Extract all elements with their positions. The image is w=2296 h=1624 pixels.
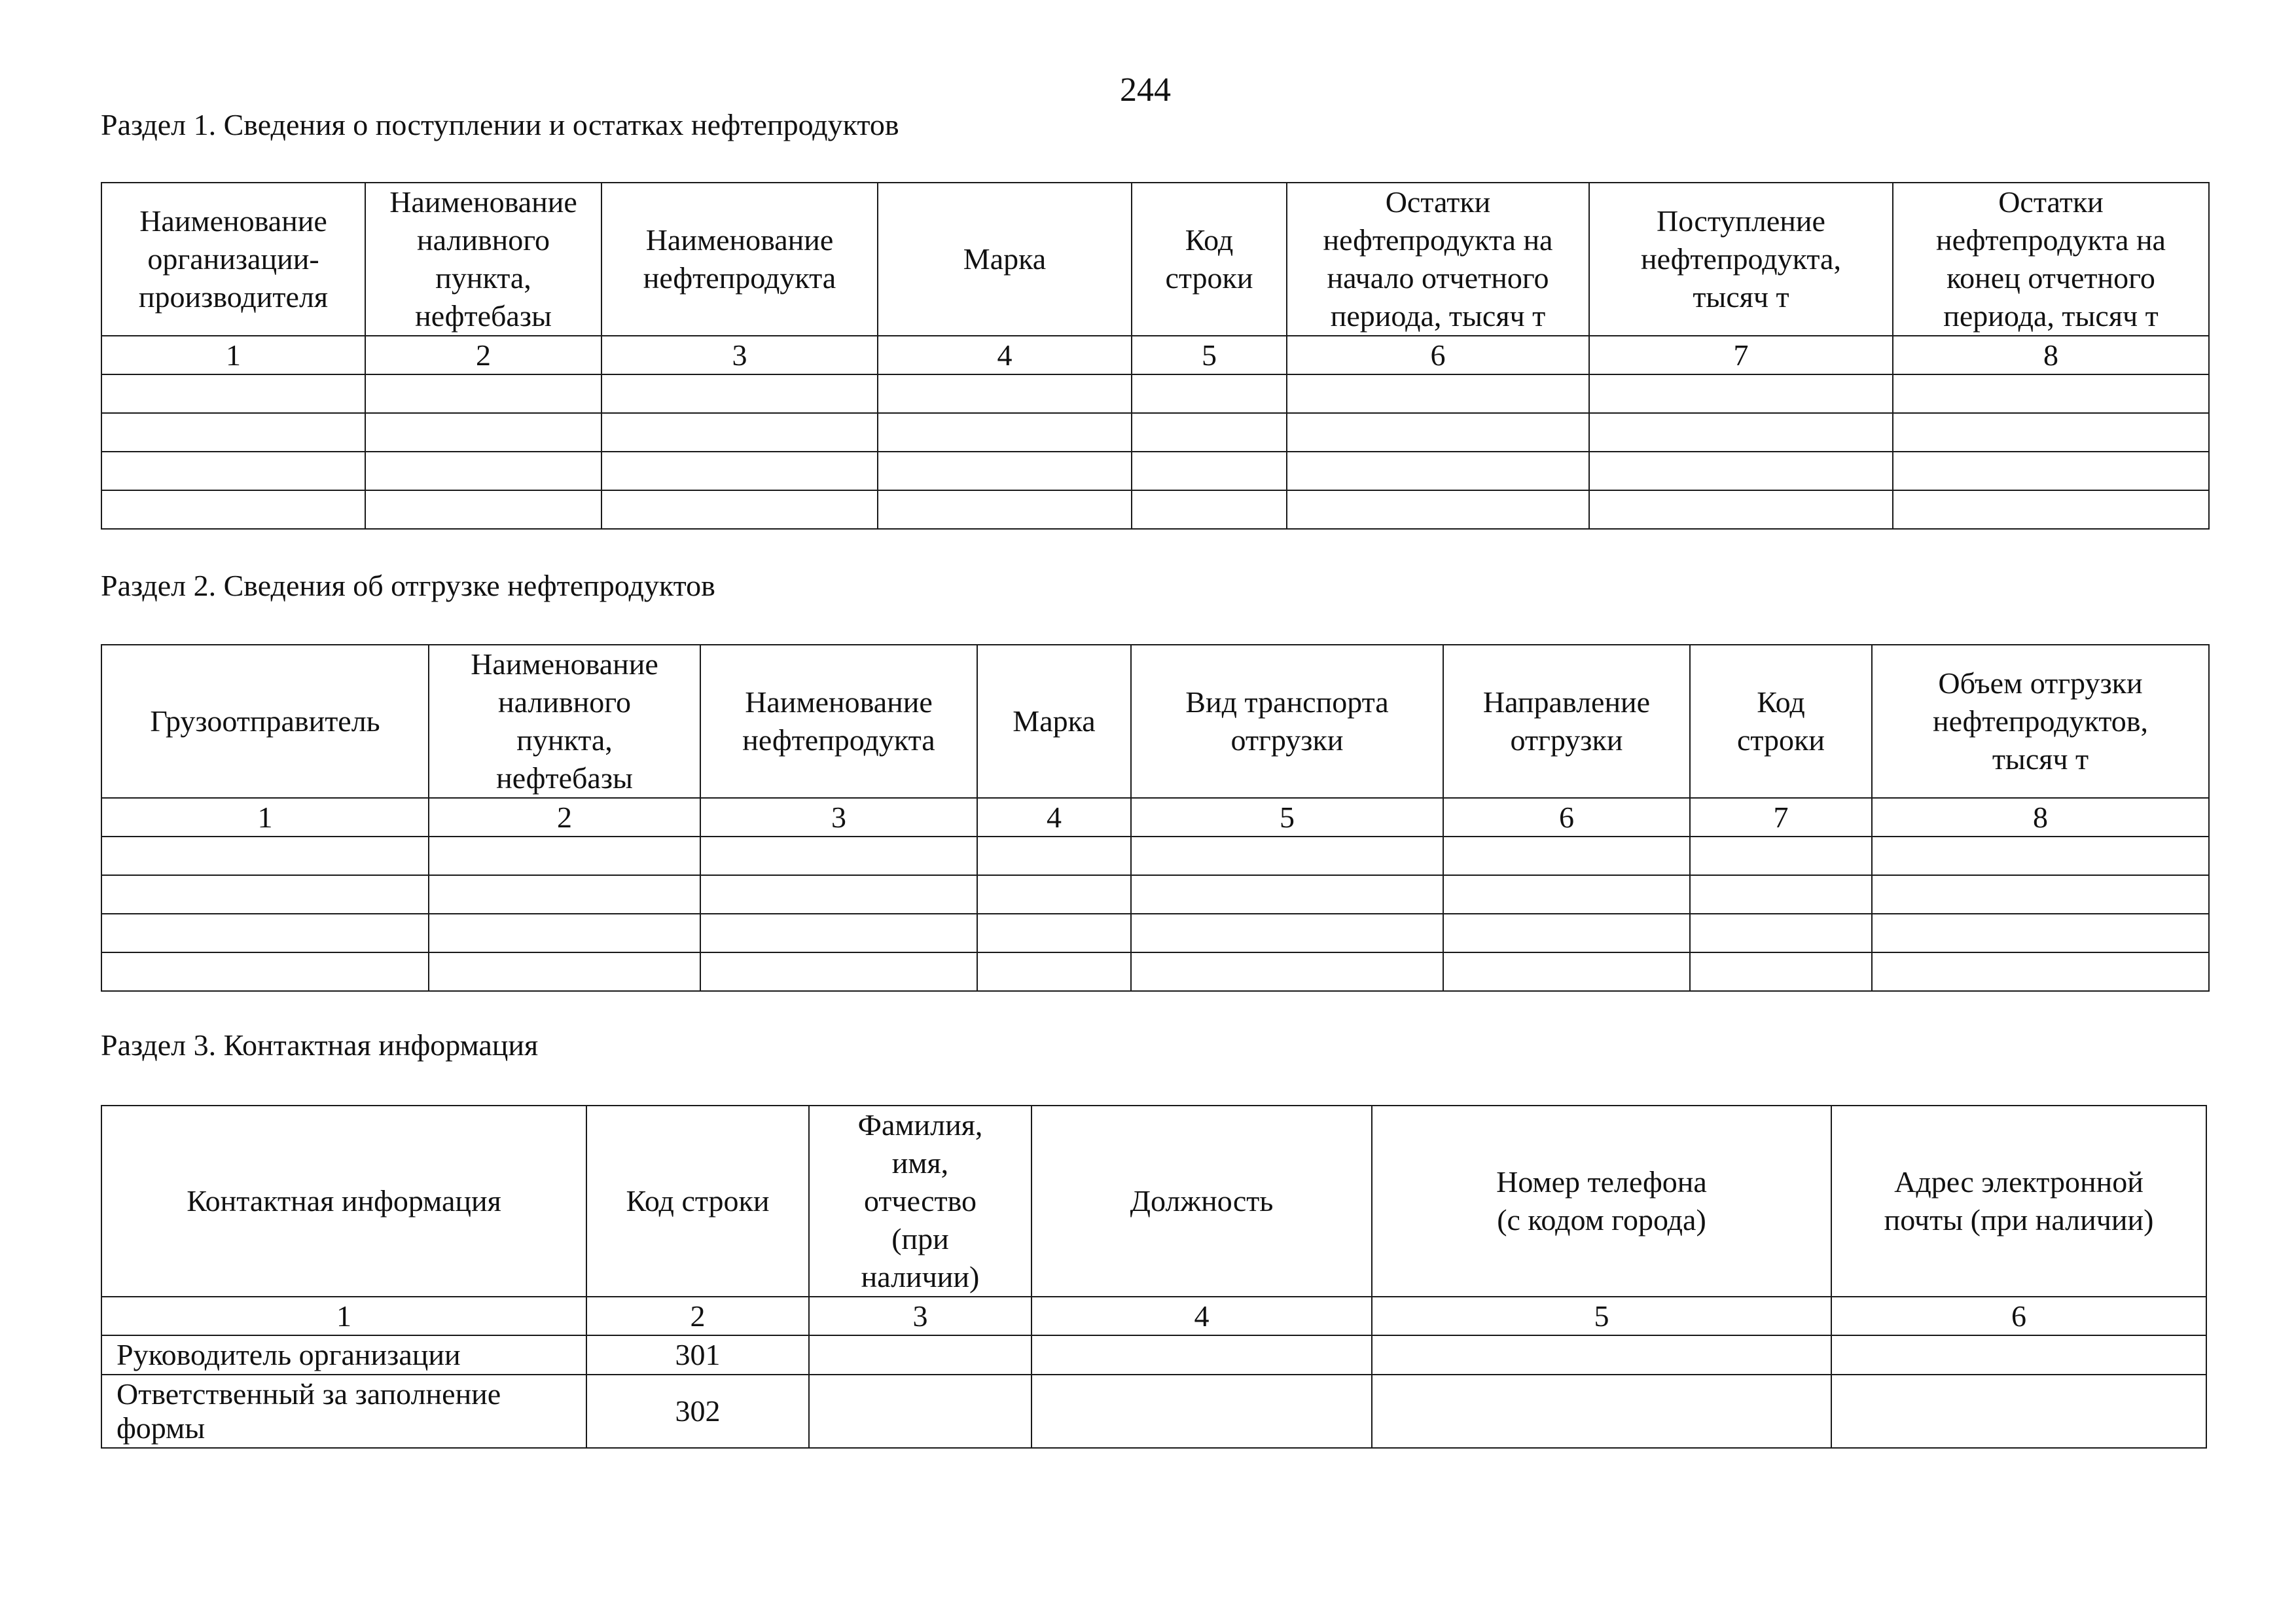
s3-column-number: 6 <box>1831 1297 2206 1335</box>
empty-cell[interactable] <box>977 914 1131 952</box>
empty-cell[interactable] <box>429 914 700 952</box>
s2-column-number: 4 <box>977 798 1131 837</box>
empty-cell[interactable] <box>1132 490 1287 529</box>
s1-header-receipt: Поступление нефтепродукта, тысяч т <box>1589 183 1893 336</box>
s1-column-number: 2 <box>365 336 601 374</box>
s3-column-number: 4 <box>1031 1297 1372 1335</box>
table-row-head-of-organization <box>101 1335 2206 1375</box>
row-code: 302 <box>586 1375 809 1448</box>
row-code: 301 <box>586 1335 809 1375</box>
empty-cell[interactable] <box>1443 837 1690 875</box>
empty-cell[interactable] <box>1893 452 2209 490</box>
s1-column-number: 7 <box>1589 336 1893 374</box>
empty-cell[interactable] <box>101 837 429 875</box>
empty-cell[interactable] <box>1131 837 1443 875</box>
s3-column-number: 3 <box>809 1297 1031 1335</box>
row-label: Ответственный за заполнение формы <box>101 1375 586 1448</box>
s2-header-volume: Объем отгрузки нефтепродуктов, тысяч т <box>1872 645 2209 798</box>
section-3-title: Раздел 3. Контактная информация <box>101 1028 539 1062</box>
s2-header-brand: Марка <box>977 645 1131 798</box>
table-row <box>101 952 2209 991</box>
s2-column-number: 1 <box>101 798 429 837</box>
s1-column-number: 1 <box>101 336 365 374</box>
empty-cell[interactable] <box>977 837 1131 875</box>
s1-header-opening-stock: Остатки нефтепродукта на начало отчетного периода, тысяч т <box>1287 183 1589 336</box>
empty-cell[interactable] <box>1893 490 2209 529</box>
empty-cell[interactable] <box>365 452 601 490</box>
section-2-table <box>101 644 2210 992</box>
empty-cell[interactable] <box>1132 374 1287 413</box>
empty-cell[interactable] <box>1372 1375 1831 1448</box>
empty-cell[interactable] <box>809 1375 1031 1448</box>
empty-cell[interactable] <box>878 374 1132 413</box>
empty-cell[interactable] <box>1872 875 2209 914</box>
empty-cell[interactable] <box>977 875 1131 914</box>
empty-cell[interactable] <box>601 413 878 452</box>
empty-cell[interactable] <box>1872 837 2209 875</box>
empty-cell[interactable] <box>429 837 700 875</box>
table-row <box>101 837 2209 875</box>
s2-header-product-name: Наименование нефтепродукта <box>700 645 977 798</box>
table-row <box>101 452 2209 490</box>
empty-cell[interactable] <box>1589 413 1893 452</box>
empty-cell[interactable] <box>101 875 429 914</box>
empty-cell[interactable] <box>101 914 429 952</box>
empty-cell[interactable] <box>1287 490 1589 529</box>
empty-cell[interactable] <box>1872 914 2209 952</box>
empty-cell[interactable] <box>1131 914 1443 952</box>
empty-cell[interactable] <box>878 490 1132 529</box>
empty-cell[interactable] <box>700 952 977 991</box>
s2-column-number: 6 <box>1443 798 1690 837</box>
empty-cell[interactable] <box>1690 875 1872 914</box>
empty-cell[interactable] <box>1132 413 1287 452</box>
s2-column-number: 3 <box>700 798 977 837</box>
empty-cell[interactable] <box>101 413 365 452</box>
empty-cell[interactable] <box>1589 452 1893 490</box>
table-row <box>101 875 2209 914</box>
page-number: 244 <box>1120 71 1171 109</box>
empty-cell[interactable] <box>1031 1335 1372 1375</box>
s3-header-position: Должность <box>1031 1106 1372 1297</box>
empty-cell[interactable] <box>1287 374 1589 413</box>
s3-column-number: 5 <box>1372 1297 1831 1335</box>
empty-cell[interactable] <box>101 490 365 529</box>
empty-cell[interactable] <box>1893 413 2209 452</box>
empty-cell[interactable] <box>601 490 878 529</box>
s3-header-contact-info: Контактная информация <box>101 1106 586 1297</box>
empty-cell[interactable] <box>700 875 977 914</box>
empty-cell[interactable] <box>977 952 1131 991</box>
empty-cell[interactable] <box>1443 952 1690 991</box>
s1-header-row-code: Код строки <box>1132 183 1287 336</box>
s3-column-number: 1 <box>101 1297 586 1335</box>
s1-column-number: 4 <box>878 336 1132 374</box>
s1-column-number: 5 <box>1132 336 1287 374</box>
section-1-title: Раздел 1. Сведения о поступлении и остатках нефтепродуктов <box>101 108 899 141</box>
s2-header-direction: Направление отгрузки <box>1443 645 1690 798</box>
s1-column-number: 8 <box>1893 336 2209 374</box>
empty-cell[interactable] <box>878 413 1132 452</box>
empty-cell[interactable] <box>601 374 878 413</box>
s2-column-number: 7 <box>1690 798 1872 837</box>
empty-cell[interactable] <box>1131 875 1443 914</box>
s1-header-brand: Марка <box>878 183 1132 336</box>
empty-cell[interactable] <box>365 490 601 529</box>
empty-cell[interactable] <box>1031 1375 1372 1448</box>
empty-cell[interactable] <box>878 452 1132 490</box>
table-row <box>101 490 2209 529</box>
s1-column-number: 3 <box>601 336 878 374</box>
s3-header-full-name: Фамилия, имя, отчество (при наличии) <box>809 1106 1031 1297</box>
empty-cell[interactable] <box>1287 452 1589 490</box>
s3-header-email: Адрес электронной почты (при наличии) <box>1831 1106 2206 1297</box>
table-row <box>101 374 2209 413</box>
empty-cell[interactable] <box>1690 837 1872 875</box>
section-1-table <box>101 182 2210 530</box>
s2-header-shipper: Грузоотправитель <box>101 645 429 798</box>
table-row <box>101 413 2209 452</box>
empty-cell[interactable] <box>101 952 429 991</box>
empty-cell[interactable] <box>1372 1335 1831 1375</box>
empty-cell[interactable] <box>101 452 365 490</box>
empty-cell[interactable] <box>429 875 700 914</box>
table-row <box>101 914 2209 952</box>
empty-cell[interactable] <box>365 374 601 413</box>
empty-cell[interactable] <box>809 1335 1031 1375</box>
empty-cell[interactable] <box>1132 452 1287 490</box>
s3-header-row-code: Код строки <box>586 1106 809 1297</box>
s2-header-transport-type: Вид транспорта отгрузки <box>1131 645 1443 798</box>
s3-header-phone: Номер телефона (с кодом города) <box>1372 1106 1831 1297</box>
section-2-title: Раздел 2. Сведения об отгрузке нефтепродуктов <box>101 569 715 602</box>
empty-cell[interactable] <box>1443 875 1690 914</box>
empty-cell[interactable] <box>1872 952 2209 991</box>
empty-cell[interactable] <box>101 374 365 413</box>
s1-header-filling-point: Наименование наливного пункта, нефтебазы <box>365 183 601 336</box>
empty-cell[interactable] <box>1690 952 1872 991</box>
empty-cell[interactable] <box>1287 413 1589 452</box>
section-3-table <box>101 1105 2207 1449</box>
empty-cell[interactable] <box>601 452 878 490</box>
s1-header-product-name: Наименование нефтепродукта <box>601 183 878 336</box>
s3-column-number: 2 <box>586 1297 809 1335</box>
empty-cell[interactable] <box>1893 374 2209 413</box>
empty-cell[interactable] <box>1831 1375 2206 1448</box>
empty-cell[interactable] <box>1131 952 1443 991</box>
empty-cell[interactable] <box>1443 914 1690 952</box>
table-row-responsible-person <box>101 1375 2206 1448</box>
s2-column-number: 5 <box>1131 798 1443 837</box>
s1-header-closing-stock: Остатки нефтепродукта на конец отчетного периода, тысяч т <box>1893 183 2209 336</box>
empty-cell[interactable] <box>700 914 977 952</box>
s1-column-number: 6 <box>1287 336 1589 374</box>
empty-cell[interactable] <box>1831 1335 2206 1375</box>
s1-header-organization: Наименование организации- производителя <box>101 183 365 336</box>
row-label: Руководитель организации <box>101 1335 586 1375</box>
s2-column-number: 2 <box>429 798 700 837</box>
empty-cell[interactable] <box>1690 914 1872 952</box>
empty-cell[interactable] <box>1589 374 1893 413</box>
s2-header-row-code: Код строки <box>1690 645 1872 798</box>
empty-cell[interactable] <box>429 952 700 991</box>
empty-cell[interactable] <box>1589 490 1893 529</box>
s2-header-filling-point: Наименование наливного пункта, нефтебазы <box>429 645 700 798</box>
empty-cell[interactable] <box>365 413 601 452</box>
s2-column-number: 8 <box>1872 798 2209 837</box>
empty-cell[interactable] <box>700 837 977 875</box>
